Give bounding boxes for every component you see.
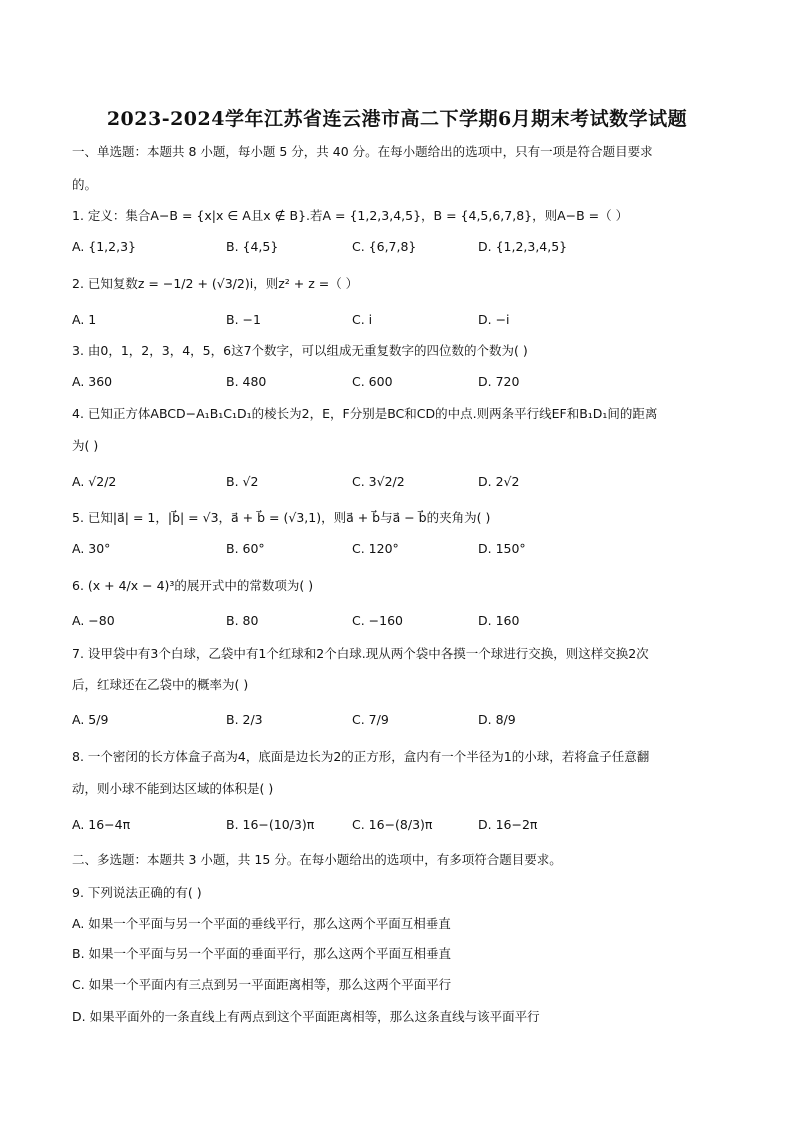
question-2-stem: 2. 已知复数z = −1/2 + (√3/2)i，则z² + z =（ ） xyxy=(72,276,359,291)
question-4-option-b[interactable]: B. √2 xyxy=(226,474,259,489)
question-1-stem: 1. 定义：集合A−B = {x|x ∈ A且x ∉ B}.若A = {1,2,3,4,5}，B = {4,5,6,7,8}，则A−B =（ ） xyxy=(72,208,629,223)
question-1-option-d[interactable]: D. {1,2,3,4,5} xyxy=(478,239,568,254)
question-5-options xyxy=(72,540,722,558)
question-5-option-d[interactable]: D. 150° xyxy=(478,541,526,556)
question-6-option-a[interactable]: A. −80 xyxy=(72,613,115,628)
question-2-option-d[interactable]: D. −i xyxy=(478,312,510,327)
question-2-options xyxy=(72,311,722,329)
question-2-option-c[interactable]: C. i xyxy=(352,312,373,327)
question-3-option-b[interactable]: B. 480 xyxy=(226,374,267,389)
question-2-option-a[interactable]: A. 1 xyxy=(72,312,97,327)
question-7-option-d[interactable]: D. 8/9 xyxy=(478,712,516,727)
question-8-option-b[interactable]: B. 16−(10/3)π xyxy=(226,817,315,832)
question-6-options xyxy=(72,612,722,630)
question-9-stem: 9. 下列说法正确的有( ) xyxy=(72,885,202,900)
question-4-stem: 4. 已知正方体ABCD−A₁B₁C₁D₁的棱长为2，E，F分别是BC和CD的中点.则两条平行线EF和B₁D₁间的距离 xyxy=(72,406,658,421)
question-7-option-a[interactable]: A. 5/9 xyxy=(72,712,109,727)
question-7-option-b[interactable]: B. 2/3 xyxy=(226,712,263,727)
question-3-option-d[interactable]: D. 720 xyxy=(478,374,520,389)
question-4-option-d[interactable]: D. 2√2 xyxy=(478,474,520,489)
question-5-stem: 5. 已知|a⃗| = 1，|b⃗| = √3，a⃗ + b⃗ = (√3,1)，则a⃗ + b⃗与a⃗ − b⃗的夹角为( ) xyxy=(72,510,491,525)
question-6-stem: 6. (x + 4/x − 4)³的展开式中的常数项为( ) xyxy=(72,578,314,593)
question-3-options xyxy=(72,373,722,391)
question-7-stem-cont: 后，红球还在乙袋中的概率为( ) xyxy=(72,677,249,692)
question-5-option-c[interactable]: C. 120° xyxy=(352,541,399,556)
question-7-option-c[interactable]: C. 7/9 xyxy=(352,712,389,727)
section-heading-single-choice-cont: 的。 xyxy=(72,177,98,192)
question-8-option-a[interactable]: A. 16−4π xyxy=(72,817,131,832)
question-9-option-a[interactable]: A. 如果一个平面与另一个平面的垂线平行，那么这两个平面互相垂直 xyxy=(72,916,451,931)
question-4-options xyxy=(72,473,722,491)
question-1-option-a[interactable]: A. {1,2,3} xyxy=(72,239,136,254)
question-8-option-c[interactable]: C. 16−(8/3)π xyxy=(352,817,433,832)
section-heading-single-choice: 一、单选题：本题共 8 小题，每小题 5 分，共 40 分。在每小题给出的选项中，只有一项是符合题目要求 xyxy=(72,144,653,159)
question-9-option-b[interactable]: B. 如果一个平面与另一个平面的垂面平行，那么这两个平面互相垂直 xyxy=(72,946,452,961)
question-7-options xyxy=(72,711,722,729)
question-4-stem-cont: 为( ) xyxy=(72,438,99,453)
question-8-stem-cont: 动，则小球不能到达区域的体积是( ) xyxy=(72,781,274,796)
question-3-option-c[interactable]: C. 600 xyxy=(352,374,393,389)
page-title: 2023-2024学年江苏省连云港市高二下学期6月期末考试数学试题 xyxy=(106,108,688,130)
question-4-option-a[interactable]: A. √2/2 xyxy=(72,474,117,489)
question-7-stem: 7. 设甲袋中有3个白球，乙袋中有1个红球和2个白球.现从两个袋中各摸一个球进行交换，则这样交换2次 xyxy=(72,646,649,661)
question-6-option-b[interactable]: B. 80 xyxy=(226,613,259,628)
question-1-option-b[interactable]: B. {4,5} xyxy=(226,239,279,254)
question-6-option-c[interactable]: C. −160 xyxy=(352,613,404,628)
question-6-option-d[interactable]: D. 160 xyxy=(478,613,520,628)
question-5-option-a[interactable]: A. 30° xyxy=(72,541,111,556)
question-4-option-c[interactable]: C. 3√2/2 xyxy=(352,474,405,489)
question-1-option-c[interactable]: C. {6,7,8} xyxy=(352,239,417,254)
question-5-option-b[interactable]: B. 60° xyxy=(226,541,265,556)
section-heading-multi-choice: 二、多选题：本题共 3 小题，共 15 分。在每小题给出的选项中，有多项符合题目要求。 xyxy=(72,852,562,867)
question-9-option-c[interactable]: C. 如果一个平面内有三点到另一平面距离相等，那么这两个平面平行 xyxy=(72,977,452,992)
question-3-stem: 3. 由0，1，2，3，4，5，6这7个数字，可以组成无重复数字的四位数的个数为( ) xyxy=(72,343,528,358)
question-8-options xyxy=(72,816,722,834)
question-1-options xyxy=(72,238,722,256)
question-3-option-a[interactable]: A. 360 xyxy=(72,374,113,389)
question-8-stem: 8. 一个密闭的长方体盒子高为4，底面是边长为2的正方形，盒内有一个半径为1的小球，若将盒子任意翻 xyxy=(72,749,650,764)
question-2-option-b[interactable]: B. −1 xyxy=(226,312,261,327)
question-9-option-d[interactable]: D. 如果平面外的一条直线上有两点到这个平面距离相等，那么这条直线与该平面平行 xyxy=(72,1009,540,1024)
question-8-option-d[interactable]: D. 16−2π xyxy=(478,817,538,832)
